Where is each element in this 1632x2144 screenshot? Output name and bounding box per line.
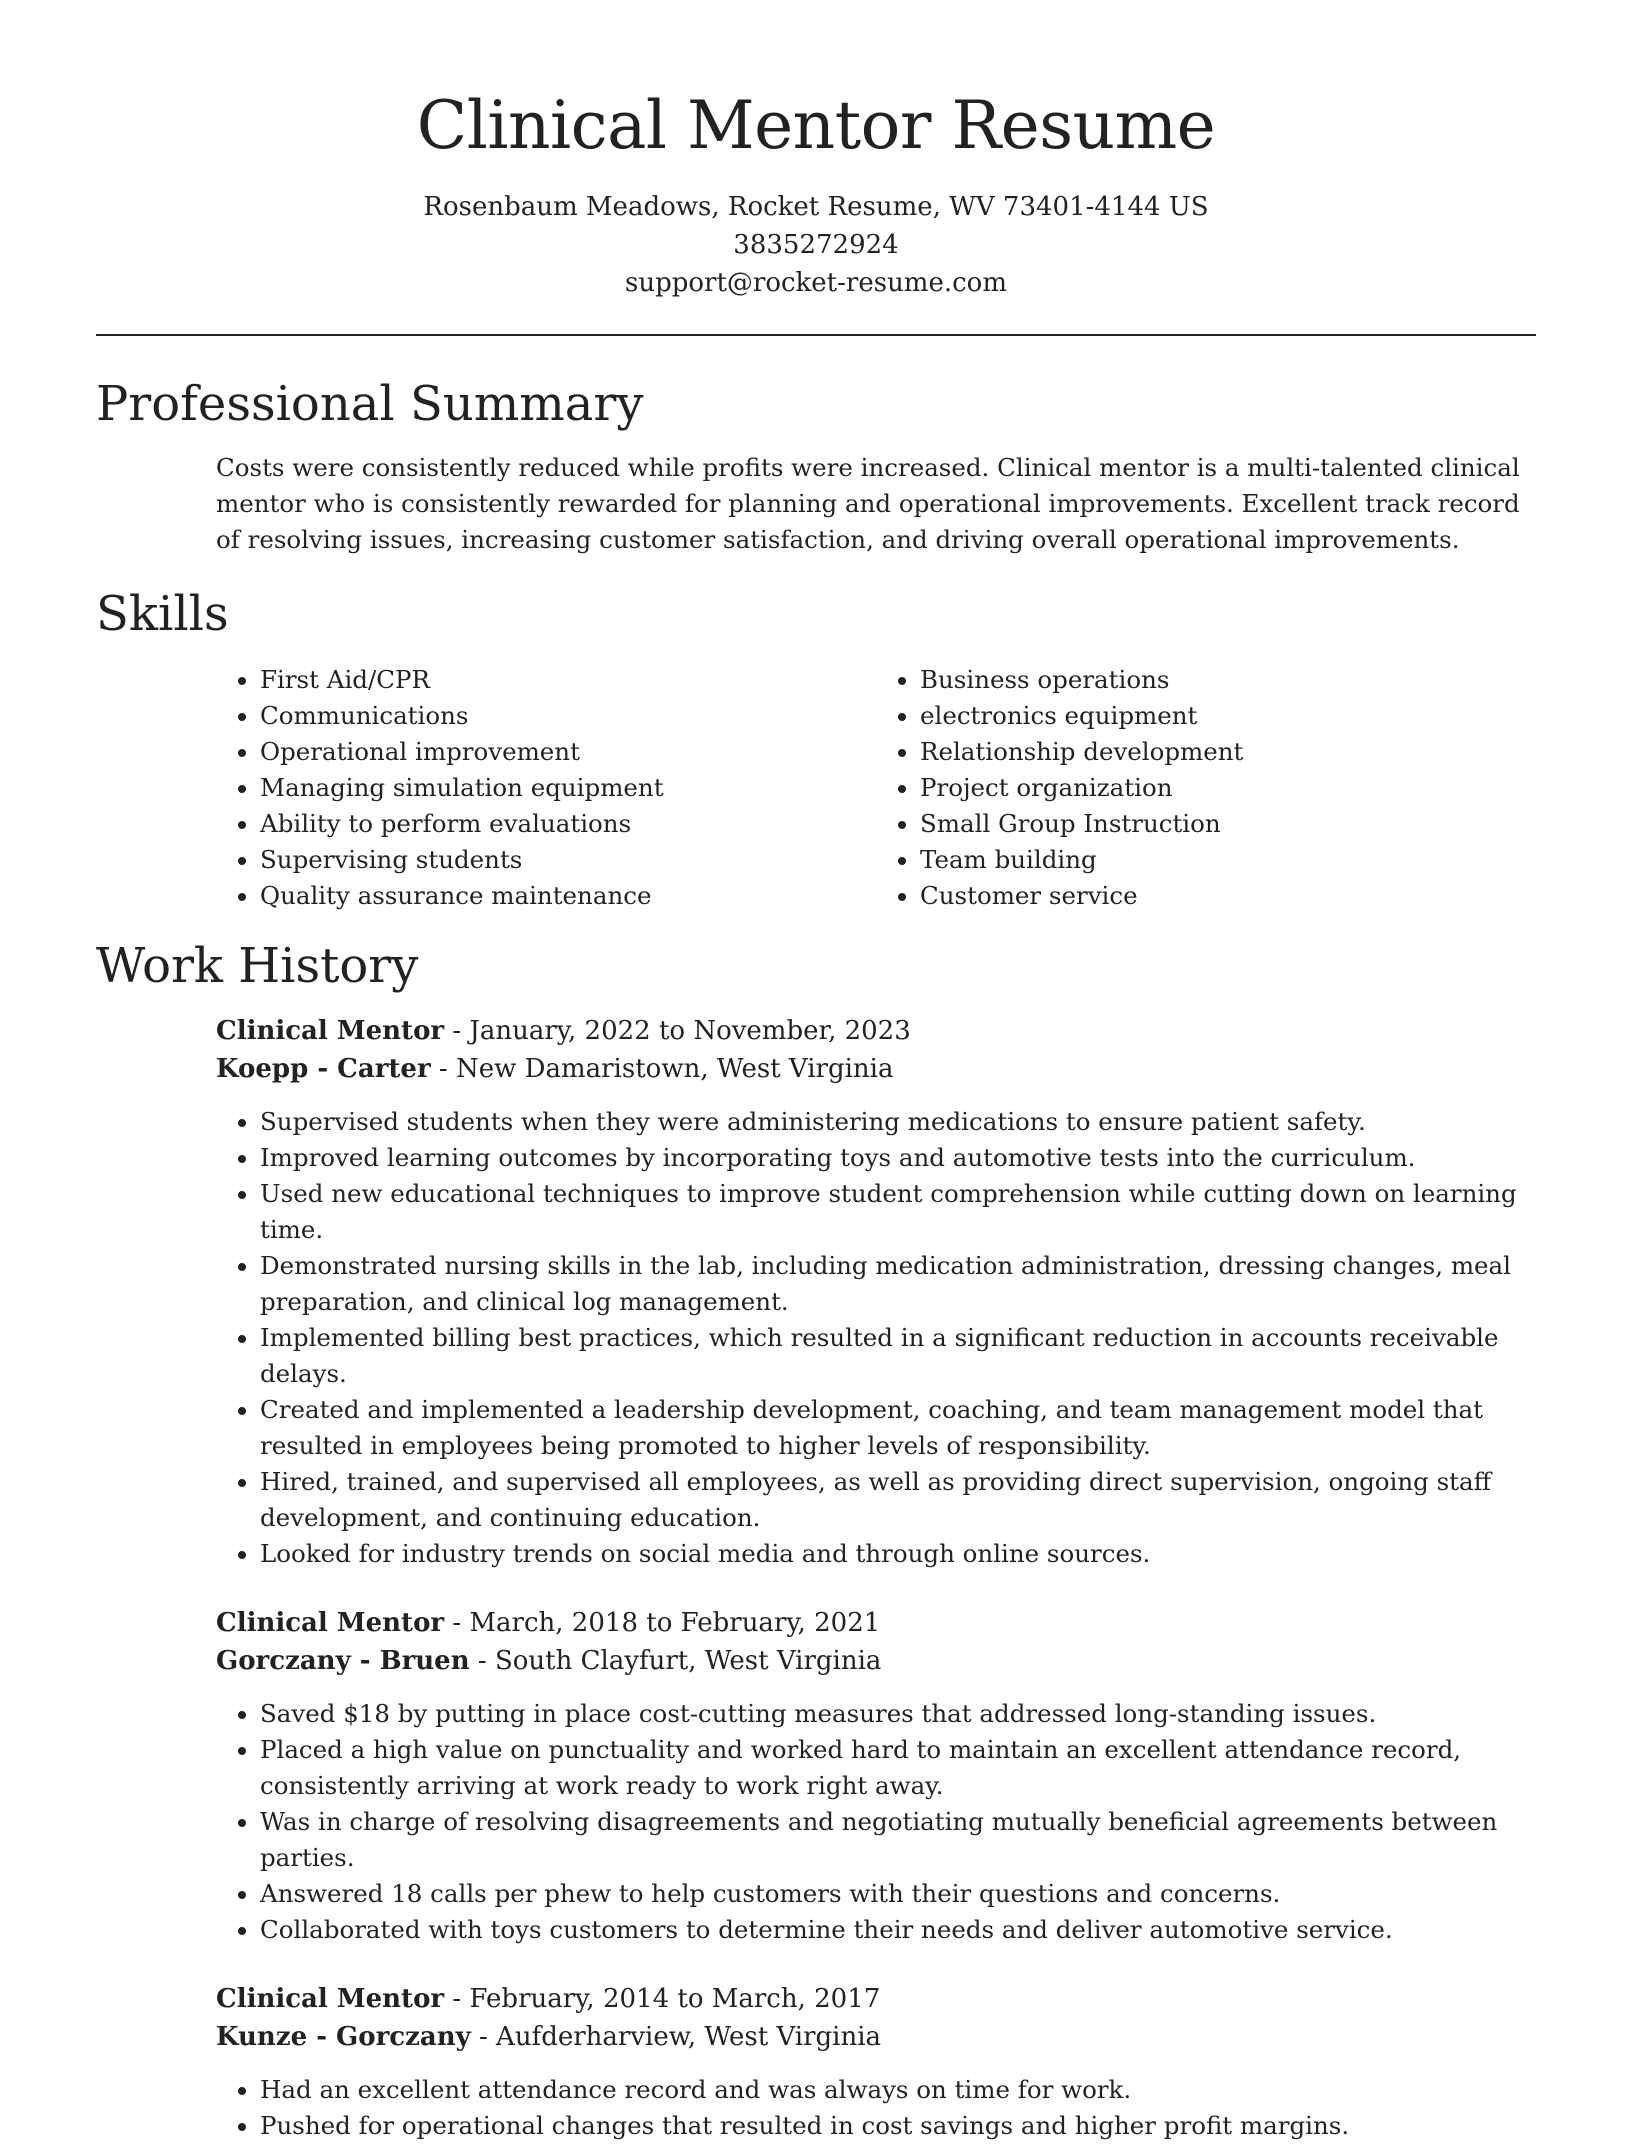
job-title-line [216, 1012, 1536, 1050]
skills-right-column [876, 662, 1536, 914]
job-company: Gorczany - Bruen [216, 1646, 470, 1676]
skill-item: • Ability to perform evaluations [260, 806, 876, 842]
job-entry [216, 1980, 1536, 2144]
skills-section [96, 584, 1536, 914]
job-title: Clinical Mentor [216, 1984, 445, 2014]
job-bullet: • Answered 18 calls per phew to help customers with their questions and concerns. [260, 1876, 1536, 1912]
job-bullet: • Used new educational techniques to improve student comprehension while cutting down on learning time. [260, 1176, 1536, 1248]
skill-item: • Project organization [920, 770, 1536, 806]
job-bullet-list [216, 1696, 1536, 1948]
job-title-line [216, 1604, 1536, 1642]
job-company-line [216, 1642, 1536, 1680]
job-location: - New Damaristown, West Virginia [430, 1054, 894, 1084]
skill-item: • Supervising students [260, 842, 876, 878]
work-history-section [96, 936, 1536, 2144]
job-dates: - January, 2022 to November, 2023 [444, 1016, 911, 1046]
job-title: Clinical Mentor [216, 1016, 445, 1046]
header-divider [96, 334, 1536, 336]
contact-address: Rosenbaum Meadows, Rocket Resume, WV 73401-4144 US [423, 192, 1209, 222]
job-bullet: • Placed a high value on punctuality and worked hard to maintain an excellent attendance record, consistently arriving at work ready to work right away. [260, 1732, 1536, 1804]
summary-section [96, 374, 1536, 558]
resume-title: Clinical Mentor Resume [416, 87, 1216, 164]
skills-heading: Skills [96, 586, 229, 642]
job-bullet: • Implemented billing best practices, which resulted in a significant reduction in accounts receivable delays. [260, 1320, 1536, 1392]
job-company: Kunze - Gorczany [216, 2022, 471, 2052]
job-dates: - March, 2018 to February, 2021 [444, 1608, 881, 1638]
summary-text: Costs were consistently reduced while profits were increased. Clinical mentor is a multi-talented clinical mentor who is consistently rewarded for planning and operational improvements. Excellent track record of resolving issues, increasing customer satisfaction, and driving overall operational improvements. [216, 453, 1520, 554]
job-dates: - February, 2014 to March, 2017 [444, 1984, 881, 2014]
job-location: - Aufderharview, West Virginia [470, 2022, 882, 2052]
job-bullet: • Was in charge of resolving disagreements and negotiating mutually beneficial agreements between parties. [260, 1804, 1536, 1876]
contact-email: support@rocket-resume.com [624, 268, 1007, 298]
contact-phone: 3835272924 [733, 230, 899, 260]
job-bullet: • Hired, trained, and supervised all employees, as well as providing direct supervision, ongoing staff development, and continuing education. [260, 1464, 1536, 1536]
job-location: - South Clayfurt, West Virginia [469, 1646, 882, 1676]
job-entry [216, 1012, 1536, 1572]
job-bullet: • Pushed for operational changes that resulted in cost savings and higher profit margins. [260, 2108, 1536, 2144]
job-bullet: • Looked for industry trends on social media and through online sources. [260, 1536, 1536, 1572]
job-company-line [216, 1050, 1536, 1088]
skill-item: • Relationship development [920, 734, 1536, 770]
skill-item: • electronics equipment [920, 698, 1536, 734]
skills-left-column [216, 662, 876, 914]
skill-item: • Communications [260, 698, 876, 734]
skill-item: • Customer service [920, 878, 1536, 914]
skill-item: • First Aid/CPR [260, 662, 876, 698]
job-bullet-list [216, 1104, 1536, 1572]
job-bullet: • Collaborated with toys customers to determine their needs and deliver automotive service. [260, 1912, 1536, 1948]
job-bullet: • Had an excellent attendance record and was always on time for work. [260, 2072, 1536, 2108]
contact-info [96, 188, 1536, 302]
resume-header [96, 0, 1536, 302]
skill-item: • Quality assurance maintenance [260, 878, 876, 914]
skill-item: • Business operations [920, 662, 1536, 698]
job-title: Clinical Mentor [216, 1608, 445, 1638]
job-bullet: • Demonstrated nursing skills in the lab, including medication administration, dressing changes, meal preparation, and clinical log management. [260, 1248, 1536, 1320]
job-bullet: • Saved $18 by putting in place cost-cutting measures that addressed long-standing issues. [260, 1696, 1536, 1732]
job-bullet: • Supervised students when they were administering medications to ensure patient safety. [260, 1104, 1536, 1140]
work-history-heading: Work History [96, 938, 419, 994]
job-company: Koepp - Carter [216, 1054, 431, 1084]
job-title-line [216, 1980, 1536, 2018]
skill-item: • Managing simulation equipment [260, 770, 876, 806]
skills-grid [216, 662, 1536, 914]
job-company-line [216, 2018, 1536, 2056]
job-bullet: • Improved learning outcomes by incorporating toys and automotive tests into the curriculum. [260, 1140, 1536, 1176]
skill-item: • Team building [920, 842, 1536, 878]
summary-heading: Professional Summary [96, 376, 644, 432]
skill-item: • Operational improvement [260, 734, 876, 770]
job-entry [216, 1604, 1536, 1948]
job-bullet-list [216, 2072, 1536, 2144]
job-bullet: • Created and implemented a leadership development, coaching, and team management model that resulted in employees being promoted to higher levels of responsibility. [260, 1392, 1536, 1464]
skill-item: • Small Group Instruction [920, 806, 1536, 842]
